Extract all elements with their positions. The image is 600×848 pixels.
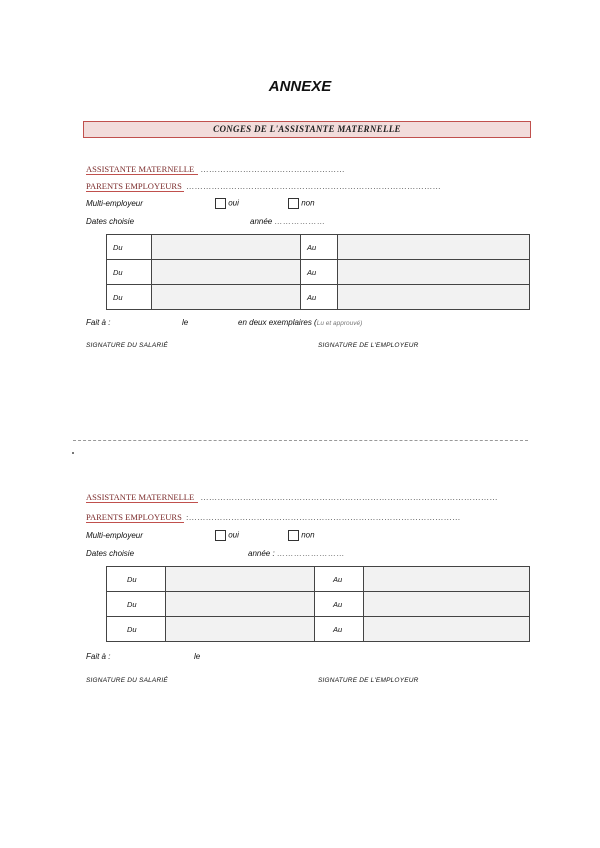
au-date-field[interactable] [338,260,530,285]
assistante-field[interactable]: …………………………………………… [200,165,346,174]
du-cell: Du [107,617,166,642]
table-row [107,235,530,260]
non-option-2[interactable] [288,530,315,541]
du-date-field[interactable] [166,617,315,642]
table-row [107,285,530,310]
au-date-field[interactable] [364,567,530,592]
non-label: non [301,530,315,540]
du-date-field[interactable] [166,567,315,592]
assistante-label: ASSISTANTE MATERNELLE [86,492,195,502]
assistante-field[interactable]: …………………………………………………………………………………………… [200,493,499,502]
au-cell: Au [301,235,338,260]
du-cell: Du [107,285,152,310]
cut-line-separator [73,440,528,441]
annee-row-1 [250,217,325,226]
oui-checkbox[interactable] [215,198,226,209]
au-date-field[interactable] [338,285,530,310]
oui-checkbox[interactable] [215,530,226,541]
du-cell: Du [107,592,166,617]
multi-employeur-label: Multi-employeur [86,531,143,540]
parents-label: PARENTS EMPLOYEURS [86,512,182,522]
parents-row-2 [86,512,461,522]
table-row [107,260,530,285]
au-cell: Au [315,592,364,617]
annee-field[interactable]: …………………… [276,549,345,558]
au-date-field[interactable] [338,235,530,260]
table-row [107,617,530,642]
non-checkbox[interactable] [288,198,299,209]
le-label: le [182,318,189,327]
au-cell: Au [301,260,338,285]
du-date-field[interactable] [152,260,301,285]
parents-label: PARENTS EMPLOYEURS [86,181,182,191]
parents-field[interactable]: :…………………………………………………………………………………… [186,513,461,522]
parents-row-1 [86,181,441,191]
au-cell: Au [315,617,364,642]
table-row [107,567,530,592]
signature-employeur-label: SIGNATURE DE L'EMPLOYEUR [318,342,419,349]
document-title: ANNEXE [268,78,332,95]
au-cell: Au [301,285,338,310]
signature-salarie-label: SIGNATURE DU SALARIÉ [86,342,168,349]
annee-row-2 [248,549,345,558]
exemplaires-text [238,318,362,327]
signature-employeur-label: SIGNATURE DE L'EMPLOYEUR [318,677,419,684]
oui-label: oui [228,530,239,540]
parents-field[interactable]: ……………………………………………………………………………… [186,182,442,191]
annee-label: année [250,217,273,226]
non-checkbox[interactable] [288,530,299,541]
du-date-field[interactable] [166,592,315,617]
section-banner: CONGES DE L'ASSISTANTE MATERNELLE [83,121,531,138]
table-row [107,592,530,617]
dates-choisie-label: Dates choisie [86,217,135,226]
au-date-field[interactable] [364,617,530,642]
annee-label: année : [248,549,275,558]
oui-label: oui [228,198,239,208]
assistante-label: ASSISTANTE MATERNELLE [86,164,195,174]
du-cell: Du [107,235,152,260]
assistante-row-2 [86,492,498,502]
dates-table-1 [106,234,530,310]
multi-employeur-label: Multi-employeur [86,199,143,208]
au-date-field[interactable] [364,592,530,617]
signature-salarie-label: SIGNATURE DU SALARIÉ [86,677,168,684]
du-date-field[interactable] [152,235,301,260]
oui-option-1[interactable] [215,198,239,209]
non-label: non [301,198,315,208]
assistante-row-1 [86,164,345,174]
annee-field[interactable]: ……………… [274,217,326,226]
fait-a-label: Fait à : [86,652,111,661]
dates-choisie-label: Dates choisie [86,549,135,558]
du-cell: Du [107,567,166,592]
exemplaires-label: en deux exemplaires ( [238,318,317,327]
lu-approuve-note: Lu et approuvé) [316,320,363,327]
du-cell: Du [107,260,152,285]
dates-table-2 [106,566,530,642]
du-date-field[interactable] [152,285,301,310]
fait-a-label: Fait à : [86,318,111,327]
non-option-1[interactable] [288,198,315,209]
separator-dot [72,452,74,454]
oui-option-2[interactable] [215,530,239,541]
au-cell: Au [315,567,364,592]
le-label: le [194,652,201,661]
